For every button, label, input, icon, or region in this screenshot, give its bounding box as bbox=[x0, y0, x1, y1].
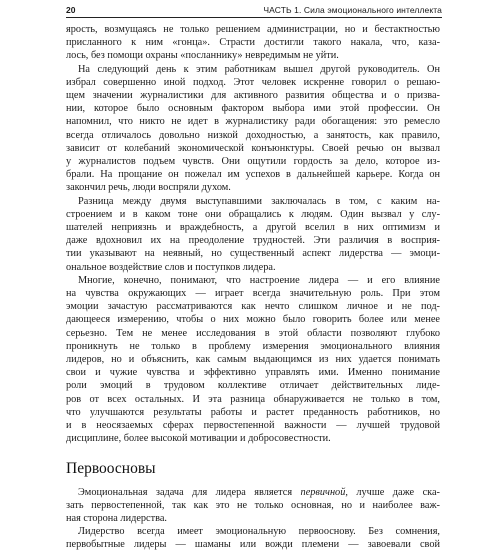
paragraph bbox=[66, 195, 440, 274]
text-fragment: , лучше даже ска- bbox=[345, 486, 440, 498]
text-line: даже вдохновил их на преодоление трудностей. Эти различия в восприя- bbox=[66, 235, 440, 247]
text-line: напомнил, что никто не идет в журналистику ради обогащения: это ремесло bbox=[66, 116, 440, 128]
text-line: дисциплине, более высокой мотивации и добросовестности. bbox=[66, 433, 331, 445]
paragraph bbox=[66, 23, 440, 63]
paragraph bbox=[66, 63, 440, 195]
text-line: и в неосязаемых сферах первостепенной важности — лучшей трудовой bbox=[66, 420, 440, 432]
text-line: зависит от колебаний экономической конъюнктуры. Своей речью он вызвал bbox=[66, 142, 440, 154]
text-line: ярость, возмущаясь не только решением администрации, но и бестактностью bbox=[66, 24, 440, 35]
text-line: брали. На прощание он пожелал им успехов в дальнейшей карьере. Когда он bbox=[66, 169, 440, 181]
text-line: что улучшаются результаты работы и растет преданность работников, но bbox=[66, 406, 440, 418]
header-divider bbox=[66, 17, 442, 18]
text-line: избрал совершенно иной подход. Этот человек искренне говорил о решаю- bbox=[66, 76, 440, 88]
text-line: лидеров, но и объяснить, как самым выдающимся из них удается понимать bbox=[66, 354, 440, 366]
text-line: зать первостепенной, так как это не только основная, но и наиболее важ- bbox=[66, 499, 440, 511]
page-header bbox=[66, 3, 442, 17]
page-number: 20 bbox=[66, 5, 76, 15]
text-line bbox=[66, 486, 440, 499]
text-line: на чувства окружающих — играет всегда значительную роль. При этом bbox=[66, 288, 440, 300]
text-line: Многие, конечно, понимают, что настроение лидера — и его влияние bbox=[78, 274, 440, 286]
text-line: ональное воздействие слов и поступков лидера. bbox=[66, 261, 276, 273]
text-fragment: Эмоциональная задача для лидера является bbox=[78, 486, 301, 498]
text-line: эмоции зачастую рассматриваются как нечто слишком личное и не под- bbox=[66, 301, 440, 313]
text-line: нии, которое было основным фактором выбора ими этой профессии. Он bbox=[66, 103, 440, 115]
text-line: лось, без помощи охраны «посланнику» невредимым не уйти. bbox=[66, 50, 339, 62]
text-line: Лидерство всегда имеет эмоциональную первооснову. Без сомнения, bbox=[78, 526, 440, 538]
section-heading: Первоосновы bbox=[66, 459, 156, 477]
page-body bbox=[66, 23, 440, 552]
paragraph bbox=[66, 486, 440, 526]
text-line: у журналистов подъем чувств. Они ощутили гордость за дело, которое из- bbox=[66, 156, 440, 168]
emphasized-word: первичной bbox=[300, 486, 346, 498]
text-line: всегда отличалось довольно низкой доходностью, а занятость, как правило, bbox=[66, 129, 440, 141]
text-line: дающееся измерению, чтобы о них можно было говорить более или менее bbox=[66, 314, 440, 326]
running-title: ЧАСТЬ 1. Сила эмоционального интеллекта bbox=[263, 5, 442, 15]
text-line: присланного к ним «гонца». Страсти достигли такого накала, что, каза- bbox=[66, 37, 440, 49]
paragraph bbox=[66, 525, 440, 551]
paragraph bbox=[66, 274, 440, 446]
text-line: ров от всех остальных. И эта разница обнаруживается не только в том, bbox=[66, 393, 440, 405]
text-line: ная сторона лидерства. bbox=[66, 512, 167, 524]
text-line: Разница между двумя выступавшими заключалась в том, с каким на- bbox=[78, 195, 440, 207]
text-line: На следующий день к этим работникам вышел другой руководитель. Он bbox=[78, 63, 440, 75]
text-line: щем значении журналистики для активного развития общества и о призва- bbox=[66, 90, 440, 102]
text-line: шателей неприязнь и враждебность, а другой вселил в них оптимизм и bbox=[66, 222, 440, 234]
text-line: серьезно. Тем не менее исследования в этой области позволяют глубоко bbox=[66, 327, 440, 339]
text-line: проникнуть не только в проблему измерения эмоционального влияния bbox=[66, 340, 440, 352]
text-line: первобытные лидеры — шаманы или вожди племени — завоевали свой bbox=[66, 539, 440, 551]
text-line: свои и чужие чувства и эффективно управлять ими. Именно понимание bbox=[66, 367, 440, 379]
text-line: роли эмоций в трудовом коллективе отличает действительных лиде- bbox=[66, 380, 440, 392]
text-line: строением и в каком тоне они обращались к людям. Один вызвал у слу- bbox=[66, 208, 440, 220]
text-line: закончил речь, люди воспряли духом. bbox=[66, 182, 231, 194]
text-line: тии указывают на неявный, но существенный аспект лидерства — эмоци- bbox=[66, 248, 440, 260]
